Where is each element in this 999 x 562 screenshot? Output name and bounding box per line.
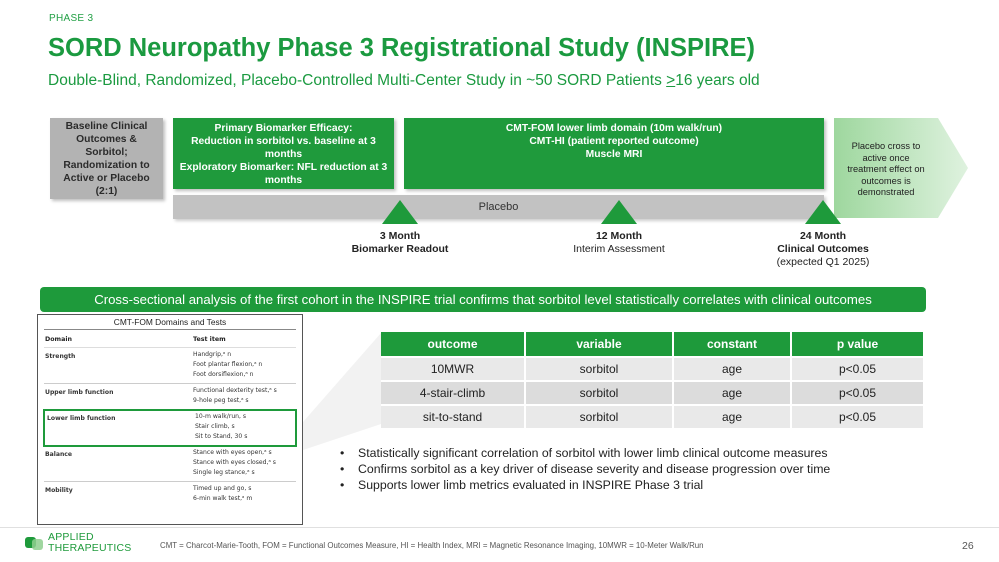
primary-line-1: Primary Biomarker Efficacy:: [214, 123, 353, 134]
cmt-fom-test: Stance with eyes open,ᵃ s: [193, 449, 272, 456]
cmt-fom-row-balance: [44, 446, 296, 482]
cmt-fom-test: Stance with eyes closed,ᵃ s: [193, 459, 276, 466]
subtitle-text: Double-Blind, Randomized, Placebo-Controlled Multi-Center Study in ~50 SORD Patients: [48, 72, 667, 89]
list-item: • Statistically significant correlation of sorbitol with lower limb clinical outcome measures: [338, 445, 830, 461]
cmt-fom-test: 10-m walk/run, s: [195, 413, 247, 420]
cmt-fom-tests: [193, 448, 296, 478]
results-cell: age: [674, 356, 792, 380]
cmt-fom-test: Foot dorsiflexion,ᵃ n: [193, 371, 254, 378]
cmt-fom-test: Handgrip,ᵃ n: [193, 351, 232, 358]
milestone-24-month-subtitle: Clinical Outcomes: [777, 243, 869, 255]
cmt-line-1: CMT-FOM lower limb domain (10m walk/run): [505, 123, 723, 134]
milestone-12-month-title: 12 Month: [595, 230, 643, 242]
cmt-fom-tests: [193, 386, 296, 406]
results-col-outcome: outcome: [381, 332, 526, 356]
milestone-12-month-marker: [601, 200, 637, 224]
subtitle-ge-symbol: >: [666, 72, 676, 89]
cmt-fom-tests: [195, 412, 294, 442]
results-cell: p<0.05: [792, 356, 923, 380]
logo-line-2: THERAPEUTICS: [48, 541, 132, 554]
cmt-fom-header: [44, 330, 296, 348]
cmt-fom-tests: [193, 484, 296, 504]
results-cell: p<0.05: [792, 380, 923, 404]
footer-divider: [0, 527, 999, 528]
logo-line-1: APPLIED: [48, 531, 94, 543]
cmt-fom-domain: Strength: [45, 353, 76, 360]
results-cell: sorbitol: [526, 404, 674, 428]
key-findings-list: [338, 445, 830, 493]
logo-wordmark: [48, 532, 132, 553]
cmt-fom-test: Timed up and go, s: [193, 485, 252, 492]
clinical-outcomes-box: [404, 118, 824, 189]
cmt-fom-row-mobility: [44, 482, 296, 507]
results-col-variable: variable: [526, 332, 674, 356]
correlation-results-table: [381, 332, 923, 428]
list-item: • Supports lower limb metrics evaluated in INSPIRE Phase 3 trial: [338, 477, 830, 493]
results-cell: 4-stair-climb: [381, 380, 526, 404]
subtitle-age: 16 years old: [675, 72, 760, 89]
milestone-3-month-subtitle: Biomarker Readout: [351, 243, 449, 255]
cmt-fom-test: Single leg stance,ᵃ s: [193, 469, 255, 476]
results-cell: age: [674, 404, 792, 428]
page-subtitle: [48, 72, 760, 90]
company-logo: [24, 532, 132, 553]
cmt-fom-row-upper-limb: [44, 384, 296, 410]
placebo-bar: Placebo: [173, 195, 824, 219]
milestone-12-month-subtitle: Interim Assessment: [573, 243, 665, 255]
cmt-fom-domain: Upper limb function: [45, 389, 114, 396]
milestone-24-month-marker: [805, 200, 841, 224]
page-title: SORD Neuropathy Phase 3 Registrational Study (INSPIRE): [48, 34, 756, 62]
results-cell: p<0.05: [792, 404, 923, 428]
milestone-3-month-label: [340, 230, 460, 256]
baseline-box: Baseline Clinical Outcomes & Sorbitol; Randomization to Active or Placebo (2:1): [50, 118, 163, 199]
table-row: [381, 380, 923, 404]
cmt-fom-domain: Mobility: [45, 487, 73, 494]
callout-connector: [303, 332, 383, 452]
results-cell: 10MWR: [381, 356, 526, 380]
cmt-line-3: Muscle MRI: [585, 149, 643, 160]
milestone-3-month-marker: [382, 200, 418, 224]
results-cell: age: [674, 380, 792, 404]
crossover-text: Placebo cross to active once treatment effect on outcomes is demonstrated: [847, 141, 925, 197]
cmt-fom-col-test: Test item: [193, 336, 226, 343]
results-header-row: [381, 332, 923, 356]
abbreviations-footnote: CMT = Charcot-Marie-Tooth, FOM = Functional Outcomes Measure, HI = Health Index, MRI = Magnetic Resonance Imaging, 10MWR = 10-Meter Walk/Run: [160, 541, 704, 550]
cmt-line-2: CMT-HI (patient reported outcome): [529, 136, 699, 147]
cmt-fom-table: [37, 314, 303, 525]
primary-line-2: Reduction in sorbitol vs. baseline at 3 months: [191, 136, 376, 160]
page-number: 26: [962, 540, 974, 552]
cmt-fom-tests: [193, 350, 296, 380]
cmt-fom-title: CMT-FOM Domains and Tests: [44, 317, 296, 330]
logo-mark-icon: [24, 533, 44, 553]
cmt-fom-test: 6-min walk test,ᵃ m: [193, 495, 253, 502]
results-col-constant: constant: [674, 332, 792, 356]
list-item: • Confirms sorbitol as a key driver of disease severity and disease progression over time: [338, 461, 830, 477]
phase-label: PHASE 3: [49, 13, 94, 24]
cmt-fom-test: Stair climb, s: [195, 423, 235, 430]
table-row: [381, 356, 923, 380]
milestone-24-month-title: 24 Month: [799, 230, 847, 242]
cmt-fom-row-strength: [44, 348, 296, 384]
milestone-24-month-note: (expected Q1 2025): [776, 256, 870, 268]
results-cell: sorbitol: [526, 356, 674, 380]
milestone-12-month-label: [559, 230, 679, 256]
cmt-fom-test: 9-hole peg test,ᵃ s: [193, 397, 249, 404]
results-cell: sit-to-stand: [381, 404, 526, 428]
cmt-fom-test: Foot plantar flexion,ᵃ n: [193, 361, 263, 368]
cmt-fom-domain: Lower limb function: [47, 415, 116, 422]
findings-banner: Cross-sectional analysis of the first cohort in the INSPIRE trial confirms that sorbitol level statistically correlates with clinical outcomes: [40, 287, 926, 312]
milestone-3-month-title: 3 Month: [379, 230, 421, 242]
cmt-fom-test: Functional dexterity test,ᵃ s: [193, 387, 277, 394]
primary-endpoint-box: [173, 118, 394, 189]
results-cell: sorbitol: [526, 380, 674, 404]
results-col-pvalue: p value: [792, 332, 923, 356]
cmt-fom-col-domain: Domain: [45, 336, 73, 343]
cmt-fom-row-lower-limb-highlighted: [44, 410, 296, 446]
cmt-fom-test: Sit to Stand, 30 s: [195, 433, 248, 440]
table-row: [381, 404, 923, 428]
primary-line-3: Exploratory Biomarker: NFL reduction at 3 months: [179, 162, 388, 186]
cmt-fom-domain: Balance: [45, 451, 73, 458]
milestone-24-month-label: [763, 230, 883, 269]
